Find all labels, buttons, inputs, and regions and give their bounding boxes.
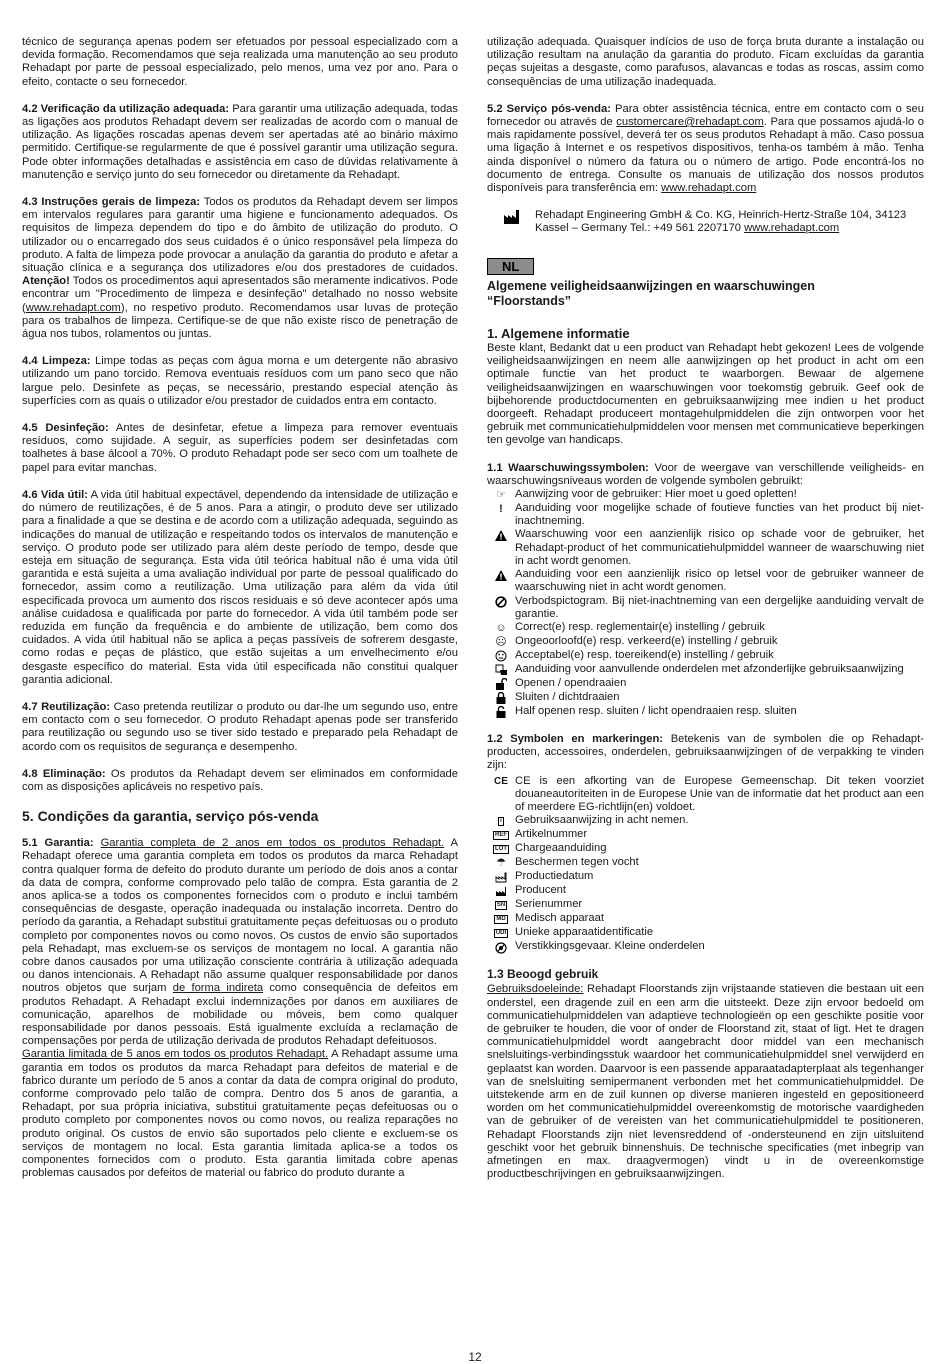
- manufacturer-icon: [503, 209, 521, 225]
- section-4-4: 4.4 Limpeza: Limpe todas as peças com água morna e um detergente não abrasivo utilizando um pano torcido. Remova eventuais resíduos com um pano seco que não largue pelo. Desinfete as peças, se necessário, prestando especial atenção às superfícies com as quais o utilizador e/ou prestador de cuidados entra em contacto.: [22, 355, 458, 407]
- list-item: ☺ Correct(e) resp. reglementair(e) instelling / gebruik: [487, 621, 924, 635]
- section-4-7-heading: 4.7 Reutilização:: [22, 700, 111, 713]
- download-link[interactable]: www.rehadapt.com: [661, 182, 757, 195]
- section-4-2: 4.2 Verificação da utilização adequada: Para garantir uma utilização adequada, todas as ligações aos produtos Rehadapt devem ser realizadas de acordo com o manual de utilização. As ligações roscadas apenas devem ser apertadas até ao binário máximo permitido. Certifique-se regularmente de que é possível garantir uma utilização segura. Pode obter informações detalhadas e assistência em caso de dúvidas relativamente à manutenção e serviço junto do seu fornecedor ou diretamente da Rehadapt.: [22, 102, 458, 181]
- list-item: Aanduiding voor aanvullende onderdelen met afzonderlijke gebruiksaanwijzing: [487, 663, 924, 677]
- list-item: REF Artikelnummer: [487, 828, 924, 842]
- list-item: Half openen resp. sluiten / licht opendraaien resp. sluiten: [487, 705, 924, 719]
- md-icon: MD: [496, 916, 506, 923]
- list-item: Sluiten / dichtdraaien: [487, 691, 924, 705]
- section-1-text: Beste klant, Bedankt dat u een product van Rehadapt hebt gekozen! Lees de volgende veiligheidsaanwijzingen en neem alle aanwijzingen op het product in acht om een optimale functie van het product te waarborgen. Bewaar de algemene veiligheidsaanwijzingen en waarschuwingen voor toekomstig gebruik. Geef ook de bijbehorende productdocumenten en gebruiksaanwijzing mee indien u het product doorgeeft. Rehadapt produceert montagehulpmiddelen die zijn ontworpen voor het gebruik met communicatiehulpmiddelen voor mensen met communicatieve beperkingen ten gevolge van handicaps.: [487, 342, 924, 447]
- lot-icon: LOT: [495, 846, 507, 853]
- manufacturer-address: Rehadapt Engineering GmbH & Co. KG, Heinrich-Hertz-Straße 104, 34123 Kassel – Germany Tel.: +49 561 2207170 www.rehadapt.com: [535, 209, 907, 235]
- list-item: Verbodspictogram. Bij niet-inachtneming van een dergelijke aanduiding vervalt de garantie.: [487, 595, 924, 621]
- paragraph-continued: utilização adequada. Quaisquer indícios de uso de força bruta durante a instalação ou utilização resultam na anulação da garantia do produto. Ficam excluídas da garantia peças sujeitas a desgaste, como parafusos, alavancas e todas as roscas, assim como consequências de uma utilização inadequada.: [487, 36, 924, 88]
- manual-hand-icon: [487, 663, 515, 677]
- list-item: Openen / opendraaien: [487, 677, 924, 691]
- section-4-3-heading: 4.3 Instruções gerais de limpeza:: [22, 196, 201, 209]
- website-link[interactable]: www.rehadapt.com: [25, 301, 121, 314]
- list-item: Aanduiding voor een aanzienlijk risico op letsel voor de gebruiker wanneer de waarschuwing niet in acht wordt genomen.: [487, 568, 924, 594]
- udi-icon: UDI: [495, 930, 507, 937]
- section-1-title: 1. Algemene informatie: [487, 325, 630, 341]
- umbrella-icon: ☂: [496, 857, 506, 870]
- date-of-manufacture-icon: [487, 870, 515, 884]
- ref-icon: REF: [495, 832, 507, 839]
- manufacturer-icon: [487, 884, 515, 898]
- list-item: MD Medisch apparaat: [487, 912, 924, 926]
- section-1-1-heading: 1.1 Waarschuwingssymbolen:: [487, 461, 649, 474]
- email-link[interactable]: customercare@rehadapt.com: [616, 116, 764, 129]
- list-item: ! Aanduiding voor mogelijke schade of foutieve functies van het product bij niet-inachtneming.: [487, 502, 924, 528]
- list-item: i Gebruiksaanwijzing in acht nemen.: [487, 814, 924, 828]
- page-number: 12: [468, 1350, 482, 1364]
- section-1-3-text: Gebruiksdoeleinde: Rehadapt Floorstands zijn vrijstaande statieven die bestaan uit een onderstel, een dragende zuil en een arm die uitsteekt. Deze zijn ervoor bedoeld om communicatiehulpmiddelen van adaptieve technologieën op een geschikte positie voor de gebruiker te houden, die voor of onder de Floorstand zit, staat of ligt. Het te dragen communicatiehulpmiddel wordt aangebracht door middel van een mechanisch snelsluitings-verbindingsstuk waardoor het communicatiehulpmiddel snel verwijderd en geplaatst kan worden. Daarvoor is een passende apparaatadapterplaat als tegenhanger van de snelsluiting semipermanent verbonden met het communicatiehulpmiddel. De uitstekende arm en de zuil kunnen op diverse manieren ingesteld en gepositioneerd worden om het communicatiehulpmiddel overeenkomstig de motorische vaardigheden van de gebruiker of de vereisten van het communicatiehulpmiddel te positioneren. Rehadapt Floorstands zijn niet levensreddend of -ondersteunend en zijn uitsluitend geschikt voor het gebruik binnenshuis. De technische specificaties (met inbegrip van afmetingen en max. draagvermogen) vindt u in de overeenkomstige productbeschrijvingen en gebruiksaanwijzingen.: [487, 983, 924, 1181]
- list-item: Acceptabel(e) resp. toereikend(e) instelling / gebruik: [487, 649, 924, 663]
- section-4-2-heading: 4.2 Verificação da utilização adequada:: [22, 102, 230, 115]
- section-4-4-heading: 4.4 Limpeza:: [22, 355, 91, 368]
- warning-symbol-list: [487, 488, 924, 719]
- list-item: Waarschuwing voor een aanzienlijk risico op schade voor de gebruiker, het Rehadapt-product of het communicatiehulpmiddel wanneer de waarschuwing niet in acht wordt genomen.: [487, 528, 924, 568]
- section-5-2-heading: 5.2 Serviço pós-venda:: [487, 102, 611, 115]
- section-5-title: 5. Condições da garantia, serviço pós-venda: [22, 808, 319, 825]
- list-item: ☹ Ongeoorloofd(e) resp. verkeerd(e) instelling / gebruik: [487, 635, 924, 649]
- paragraph-intro: técnico de segurança apenas podem ser efetuados por pessoal especializado com a devida formação. Recomendamos que seja realizada uma manutenção ao seu produto Rehadapt por parte de pessoal especializado, pelo menos, uma vez por ano. Para o efeito, contacte o seu fornecedor.: [22, 36, 458, 88]
- section-4-3: 4.3 Instruções gerais de limpeza: Todos os produtos da Rehadapt devem ser limpos em intervalos regulares para garantir uma higiene e funcionamento adequados. Os requisitos de limpeza dependem do tipo e do âmbito de utilização do produto. O utilizador ou o encarregado dos seus cuidados é o único responsável pela limpeza do produto. A falta de limpeza pode provocar a anulação da garantia do produto e afetar a situação clínica e a segurança dos utilizadores e/ou dos prestadores de cuidados. Atenção! Todos os procedimentos aqui apresentados são meramente indicativos. Pode encontrar um "Procedimento de limpeza e desinfeção" detalhado no nosso website (www.rehadapt.com), no respetivo produto. Recomendamos usar luvas de proteção para os trabalhos de limpeza. Certifique-se de que não existe risco de penetração de água nos tubos, rolamentos ou juntas.: [22, 196, 459, 341]
- pointing-hand-icon: ☞: [496, 488, 506, 501]
- section-1-3-title: 1.3 Beoogd gebruik: [487, 967, 599, 982]
- section-5-2: 5.2 Serviço pós-venda: Para obter assistência técnica, entre em contacto com o seu fornecedor ou através de customercare@rehadapt.com. Para que possamos ajudá-lo o mais rapidamente possível, deverá ter os seus produtos Rehadapt à mão. Caso possua uma ligação à Internet e os respetivos dispositivos, tenha-os também à mão. Tenha ainda disponível o número da fatura ou o número de artigo. Pode encontrá-los no documento de entrega. Consulte os manuais de utilização dos nossos produtos disponíveis para transferência em: www.rehadapt.com: [487, 102, 924, 195]
- list-item: LOT Chargeaanduiding: [487, 842, 924, 856]
- smiley-happy-icon: ☺: [495, 621, 507, 634]
- section-4-8: 4.8 Eliminação: Os produtos da Rehadapt devem ser eliminados em conformidade com as disposições aplicáveis no respetivo país.: [22, 767, 458, 793]
- warning-triangle-icon: [487, 568, 515, 582]
- list-item: CE CE is een afkorting van de Europese Gemeenschap. Dit teken voorziet douaneautoriteiten in de Europese Unie van de informatie dat het product aan een of meerdere EG-richtlijn(en) voldoet.: [487, 775, 924, 815]
- smiley-sad-icon: ☹: [495, 635, 507, 648]
- section-1-1: 1.1 Waarschuwingssymbolen: Voor de weergave van verschillende veiligheids- en waarschuwingsniveaus worden de volgende symbolen gebruikt:: [487, 461, 924, 487]
- lock-open-icon: [487, 677, 515, 691]
- ce-mark-icon: CE: [494, 776, 508, 788]
- section-5-1-heading: 5.1 Garantia:: [22, 837, 94, 850]
- marking-symbol-list: [487, 775, 924, 955]
- instructions-icon: i: [500, 818, 502, 825]
- section-1-2-heading: 1.2 Symbolen en markeringen:: [487, 732, 664, 745]
- section-4-5: 4.5 Desinfeção: Antes de desinfetar, efetue a limpeza para remover eventuais resíduos, como sujidade. A seguir, as superfícies podem ser desinfetadas com toalhetes à base álcool a 70%. O produto Rehadapt pode ser seco com um toalhete de papel para evitar manchas.: [22, 422, 459, 474]
- manufacturer-block: [503, 209, 924, 235]
- smiley-neutral-icon: [487, 649, 515, 663]
- lock-closed-icon: [487, 691, 515, 705]
- manufacturer-website-link[interactable]: www.rehadapt.com: [744, 222, 840, 235]
- list-item: SN Serienummer: [487, 898, 924, 912]
- list-item: Verstikkingsgevaar. Kleine onderdelen: [487, 940, 924, 954]
- right-column: [487, 36, 924, 1195]
- attention-label: Atenção!: [22, 275, 70, 288]
- list-item: ☂ Beschermen tegen vocht: [487, 856, 924, 870]
- exclamation-icon: !: [499, 502, 503, 515]
- language-badge: NL: [487, 258, 534, 275]
- section-5-1: 5.1 Garantia: Garantia completa de 2 anos em todos os produtos Rehadapt. A Rehadapt oferece uma garantia completa em todos os produtos da marca Rehadapt contra qualquer forma de defeito do produto durante um período de dois anos a contar da data de compra, conforme comprovado pelo talão de compra. Esta garantia de 2 anos aplica-se a todos os componentes fornecidos com o produto e inclui também consequências de desgaste, operação inadequada ou instalação incorreta. Dentro do período da garantia, a Rehadapt substitui gratuitamente peças defeituosas ou o produto completo por componentes novos ou como novos. Os custos de envio são suportados pela Rehadapt, mas excluem-se os serviços de montagem no local. A garantia não cobre danos causados por uma utilização consciente contrária à utilização adequada ou danos intencionais. A Rehadapt não assume qualquer responsabilidade por danos noutros objetos que surjam de forma indireta como consequência de defeitos em produtos Rehadapt. A Rehadapt exclui indemnizações por danos em auxiliares de comunicação, aparelhos de mobilidade ou móveis, bem como qualquer responsabilidade por danos pessoais. Está igualmente excluída a reclamação de compensações por perda de utilização derivada de produtos Rehadapt defeituosos. Garantia limitada de 5 anos em todos os produtos Rehadapt. A Rehadapt assume uma garantia em todos os produtos da marca Rehadapt para defeitos de material e de fabrico durante um período de 5 anos a contar da data de compra original do produto, conforme comprovado pelo talão de compra. Dentro dos 5 anos de garantia, a Rehadapt, por sua própria iniciativa, substitui gratuitamente peças defeituosas ou o produto completo por componentes novos ou como novos, ou realiza reparações no produto original. Os custos de envio são suportados pelo cliente e excluem-se os serviços de montagem no local. Esta garantia limitada aplica-se a todos os componentes fornecidos com o produto. Esta garantia limitada cobre apenas problemas causados por defeitos de material ou fabrico do produto durante a: [22, 837, 459, 1180]
- prohibition-icon: [487, 595, 515, 609]
- section-4-8-heading: 4.8 Eliminação:: [22, 767, 106, 780]
- list-item: UDI Unieke apparaatidentificatie: [487, 926, 924, 940]
- choking-hazard-icon: [487, 940, 515, 954]
- list-item: Producent: [487, 884, 924, 898]
- lock-half-icon: [487, 705, 515, 719]
- sn-icon: SN: [496, 902, 506, 909]
- section-4-6-heading: 4.6 Vida útil:: [22, 488, 89, 501]
- section-4-6: 4.6 Vida útil: A vida útil habitual expectável, dependendo da intensidade de utilização e do número de reutilizações, é de 5 anos. Para a atingir, o produto deve ser utilizado para a finalidade a que se destina e de acordo com a utilização adequada, seguindo as indicações do manual de utilização e respeitando todos os intervalos de manutenção e serviço. O produto pode ser utilizado para além deste período de tempo, desde que esteja em situação de segurança. Esta vida útil teórica habitual não é uma vida útil garantida e está sujeita a uma avaliação individual por parte de pessoal qualificado do fornecedor, assim como a reutilização. Uma utilização para além da vida útil especificada provoca um aumento dos riscos residuais e só deve acontecer após uma análise cuidadosa e qualificada por parte do fornecedor. A vida útil também pode ser reduzida em função da frequência e do ambiente de utilização, bem como dos cuidados. A vida útil habitual não se aplica a peças passíveis de sofrerem desgaste, como rodas e peças de plástico, que estão sujeitas a um envelhecimento e/ou desgaste específico do material. Esta vida útil especificada não constitui qualquer garantia adicional.: [22, 488, 458, 686]
- section-4-5-heading: 4.5 Desinfeção:: [22, 422, 109, 435]
- left-column: [22, 36, 458, 1180]
- nl-document-title: Algemene veiligheidsaanwijzingen en waarschuwingen “Floorstands”: [487, 278, 815, 308]
- section-4-7: 4.7 Reutilização: Caso pretenda reutilizar o produto ou dar-lhe um segundo uso, entre em contacto com o seu fornecedor. O produto Rehadapt apenas pode ser transferido para reutilização ou segundo uso se tiver sido testado e preparado pela Rehadapt de acordo com os requisitos de segurança e desempenho.: [22, 700, 459, 753]
- list-item: ☞ Aanwijzing voor de gebruiker: Hier moet u goed opletten!: [487, 488, 924, 502]
- list-item: Productiedatum: [487, 870, 924, 884]
- warning-triangle-icon: [487, 528, 515, 542]
- section-1-2: 1.2 Symbolen en markeringen: Betekenis van de symbolen die op Rehadapt-producten, accessoires, onderdelen, gebruiksaanwijzingen of de verpakking te vinden zijn:: [487, 732, 924, 772]
